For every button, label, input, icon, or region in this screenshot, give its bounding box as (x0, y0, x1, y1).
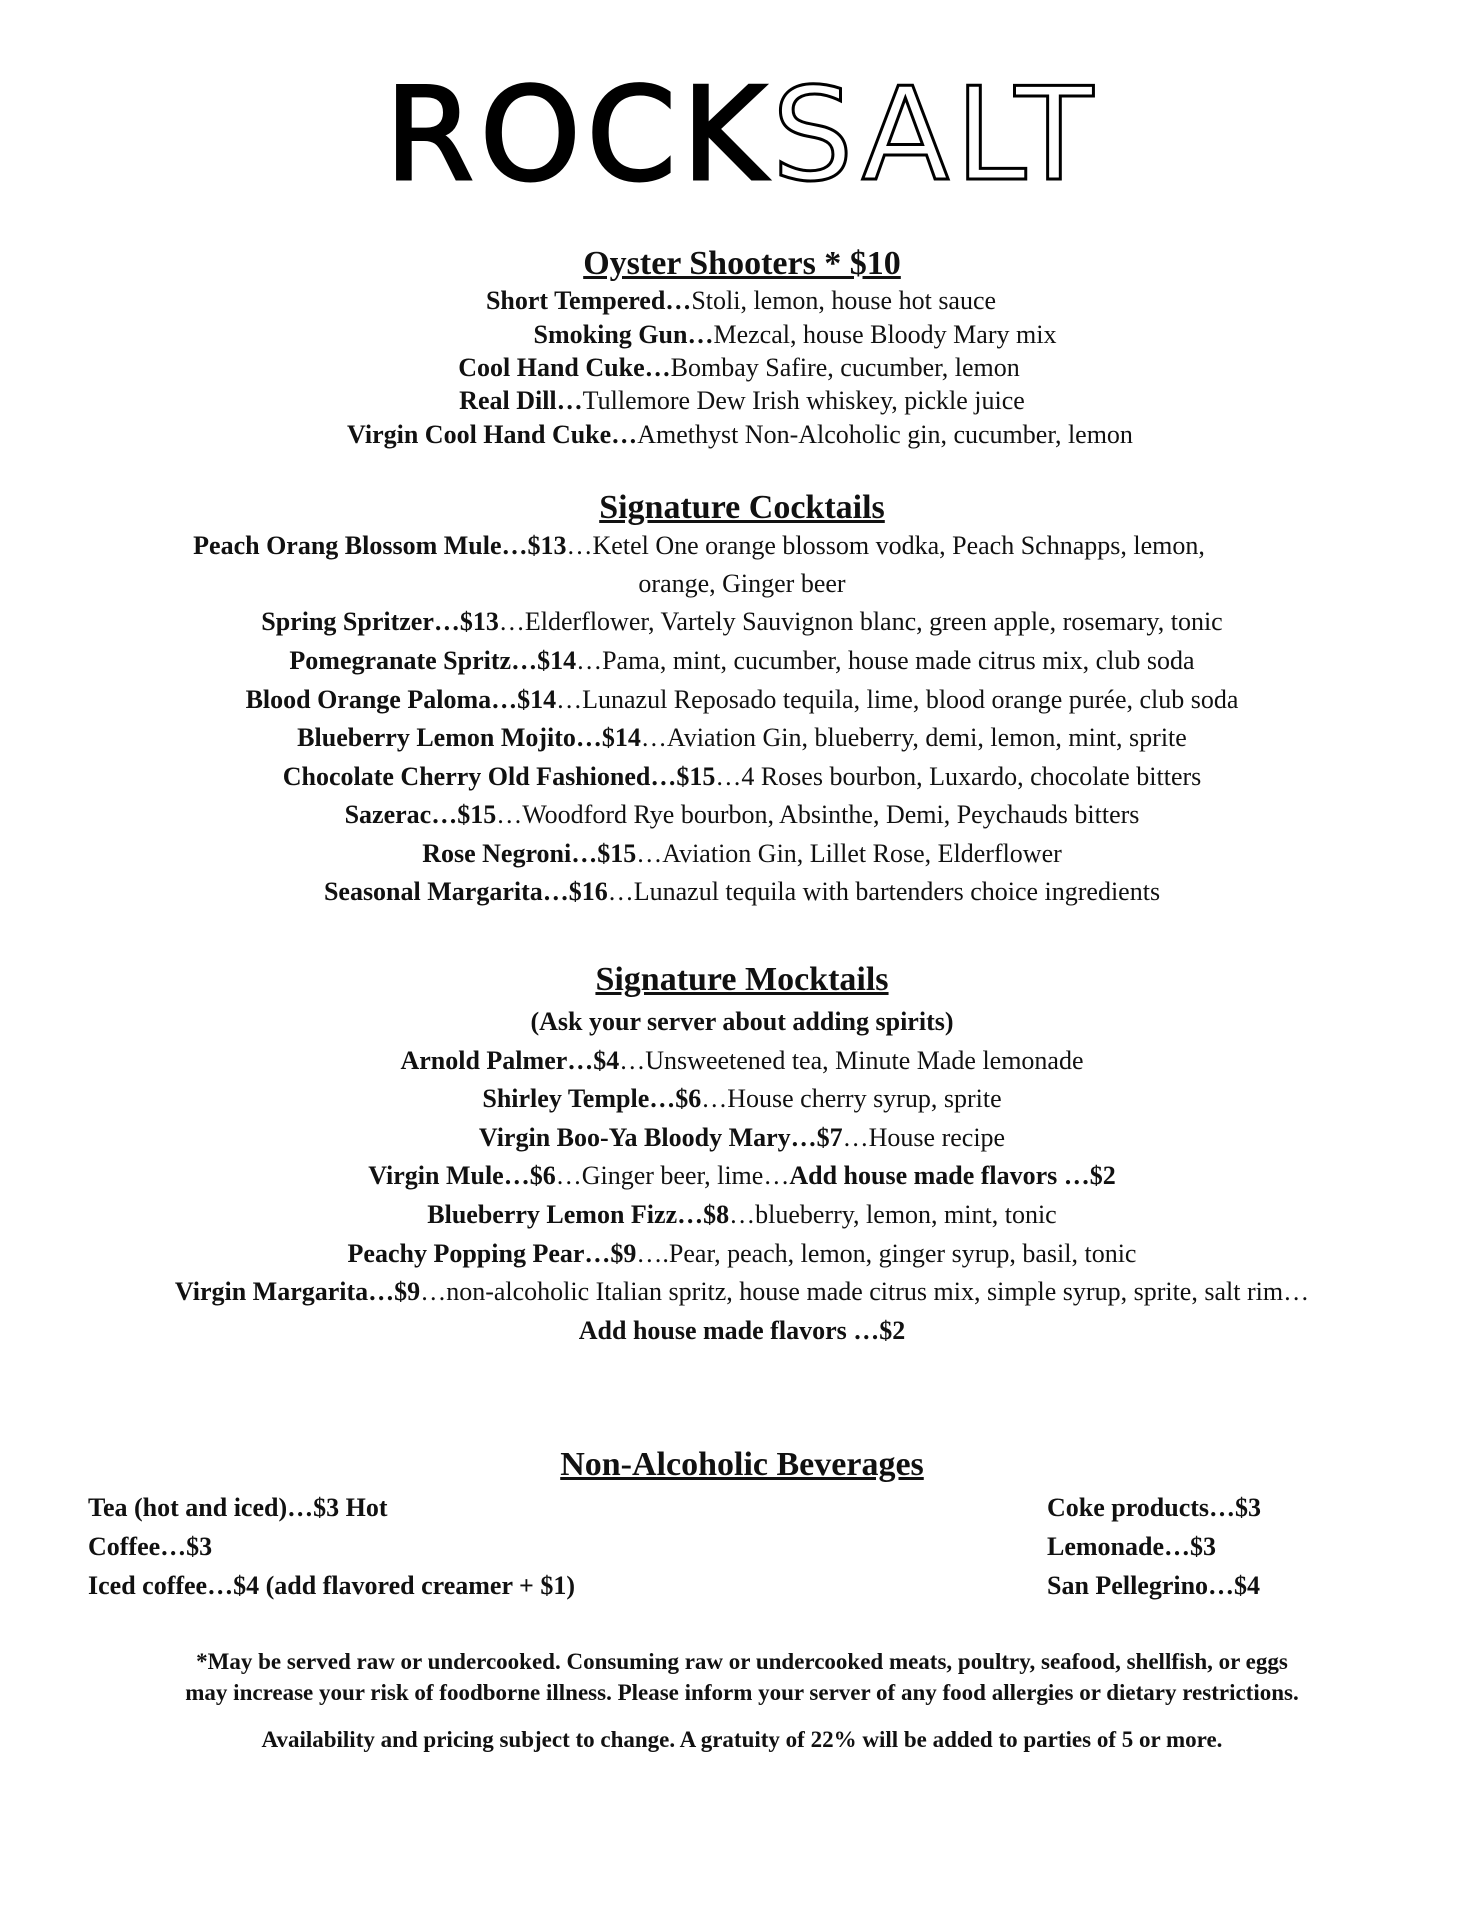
beverage-item: Lemonade…$3 (1047, 1532, 1216, 1561)
item-name: Blueberry Lemon Fizz…$8 (427, 1200, 730, 1229)
item-desc: …Elderflower, Vartely Sauvignon blanc, green apple, rosemary, tonic (498, 607, 1223, 636)
item-desc: ….Pear, peach, lemon, ginger syrup, basil, tonic (636, 1239, 1137, 1268)
menu-item (0, 283, 1483, 319)
brand-logo (0, 61, 1484, 210)
menu-item (0, 1081, 1484, 1117)
item-name: Arnold Palmer…$4 (400, 1046, 620, 1075)
beverage-item: Coke products…$3 (1047, 1493, 1262, 1522)
menu-item (0, 528, 1441, 564)
disclaimer-line: *May be served raw or undercooked. Consuming raw or undercooked meats, poultry, seafood, shellfish, or eggs (196, 1649, 1288, 1674)
item-name: Blood Orange Paloma…$14 (245, 685, 557, 714)
menu-item (0, 1197, 1484, 1233)
item-name: Shirley Temple…$6 (482, 1084, 702, 1113)
menu-item (0, 643, 1484, 679)
item-name: Rose Negroni…$15 (422, 839, 637, 868)
item-desc: …blueberry, lemon, mint, tonic (729, 1200, 1057, 1229)
beverage-item: Tea (hot and iced)…$3 Hot (88, 1493, 388, 1522)
item-desc: …Aviation Gin, Lillet Rose, Elderflower (636, 839, 1062, 868)
logo-salt: SALT (771, 61, 1100, 210)
signature-cocktails-title: Signature Cocktails (599, 489, 885, 526)
item-name: Chocolate Cherry Old Fashioned…$15 (282, 762, 716, 791)
item-desc: …House cherry syrup, sprite (701, 1084, 1002, 1113)
mocktails-subtitle: (Ask your server about adding spirits) (530, 1007, 954, 1036)
menu-item (0, 836, 1484, 872)
item-desc: Mezcal, house Bloody Mary mix (713, 320, 1057, 349)
item-name: Smoking Gun… (533, 320, 714, 349)
item-desc: …Lunazul tequila with bartenders choice ingredients (607, 877, 1161, 906)
menu-item (0, 1236, 1484, 1272)
menu-item (0, 604, 1484, 640)
item-desc: …Unsweetened tea, Minute Made lemonade (619, 1046, 1084, 1075)
oyster-shooters-title: Oyster Shooters * $10 (583, 245, 901, 282)
item-name: Peach Orang Blossom Mule…$13 (193, 531, 567, 560)
item-desc: Stoli, lemon, house hot sauce (691, 286, 997, 315)
item-desc: …Lunazul Reposado tequila, lime, blood orange purée, club soda (556, 685, 1239, 714)
item-desc: …House recipe (842, 1123, 1006, 1152)
logo-rock: ROCK (384, 61, 772, 210)
beverage-item: Coffee…$3 (88, 1532, 213, 1561)
menu-item (0, 383, 1484, 419)
menu-item-continued: orange, Ginger beer (638, 569, 846, 598)
item-name: Blueberry Lemon Mojito…$14 (297, 723, 641, 752)
item-desc: …Ketel One orange blossom vodka, Peach Schnapps, lemon, (566, 531, 1205, 560)
menu-item (0, 417, 1482, 453)
item-addon: Add house made flavors …$2 (789, 1161, 1116, 1190)
menu-item (0, 682, 1484, 718)
item-desc: …4 Roses bourbon, Luxardo, chocolate bitters (715, 762, 1202, 791)
item-name: Short Tempered… (485, 286, 692, 315)
item-desc: Amethyst Non-Alcoholic gin, cucumber, lemon (637, 420, 1133, 449)
item-name: Virgin Mule…$6 (368, 1161, 556, 1190)
item-desc: …Pama, mint, cucumber, house made citrus mix, club soda (576, 646, 1195, 675)
menu-item (0, 1274, 1484, 1310)
item-name: Sazerac…$15 (344, 800, 497, 829)
menu-item (0, 350, 1481, 386)
item-name: Real Dill… (459, 386, 583, 415)
menu-item (0, 1158, 1484, 1194)
menu-item (0, 1043, 1484, 1079)
item-name: Virgin Margarita…$9 (174, 1277, 421, 1306)
pricing-note: Availability and pricing subject to change. A gratuity of 22% will be added to parties of 5 or more. (261, 1727, 1223, 1752)
item-name: Seasonal Margarita…$16 (323, 877, 608, 906)
menu-item (53, 317, 1484, 353)
item-desc: Tullemore Dew Irish whiskey, pickle juice (582, 386, 1025, 415)
item-desc: …Woodford Rye bourbon, Absinthe, Demi, Peychauds bitters (496, 800, 1140, 829)
menu-item (0, 1120, 1484, 1156)
beverage-item: San Pellegrino…$4 (1047, 1571, 1261, 1600)
menu-item (0, 720, 1484, 756)
item-desc: …non-alcoholic Italian spritz, house made citrus mix, simple syrup, sprite, salt rim… (420, 1277, 1310, 1306)
item-name: Spring Spritzer…$13 (261, 607, 499, 636)
mocktails-addon: Add house made flavors …$2 (578, 1316, 906, 1345)
item-name: Cool Hand Cuke… (458, 353, 671, 382)
disclaimer-line: may increase your risk of foodborne illness. Please inform your server of any food allergies or dietary restrictions. (185, 1680, 1299, 1705)
item-name: Peachy Popping Pear…$9 (347, 1239, 637, 1268)
item-desc: …Aviation Gin, blueberry, demi, lemon, mint, sprite (640, 723, 1187, 752)
signature-mocktails-title: Signature Mocktails (595, 961, 889, 998)
non-alcoholic-title: Non-Alcoholic Beverages (560, 1446, 924, 1483)
menu-item (0, 797, 1484, 833)
item-desc: Bombay Safire, cucumber, lemon (670, 353, 1020, 382)
item-name: Virgin Cool Hand Cuke… (347, 420, 638, 449)
item-name: Virgin Boo-Ya Bloody Mary…$7 (478, 1123, 843, 1152)
item-name: Pomegranate Spritz…$14 (289, 646, 577, 675)
item-desc: …Ginger beer, lime… (555, 1161, 790, 1190)
beverage-item: Iced coffee…$4 (add flavored creamer + $1) (88, 1571, 576, 1600)
menu-item (0, 874, 1484, 910)
menu-item (0, 759, 1484, 795)
